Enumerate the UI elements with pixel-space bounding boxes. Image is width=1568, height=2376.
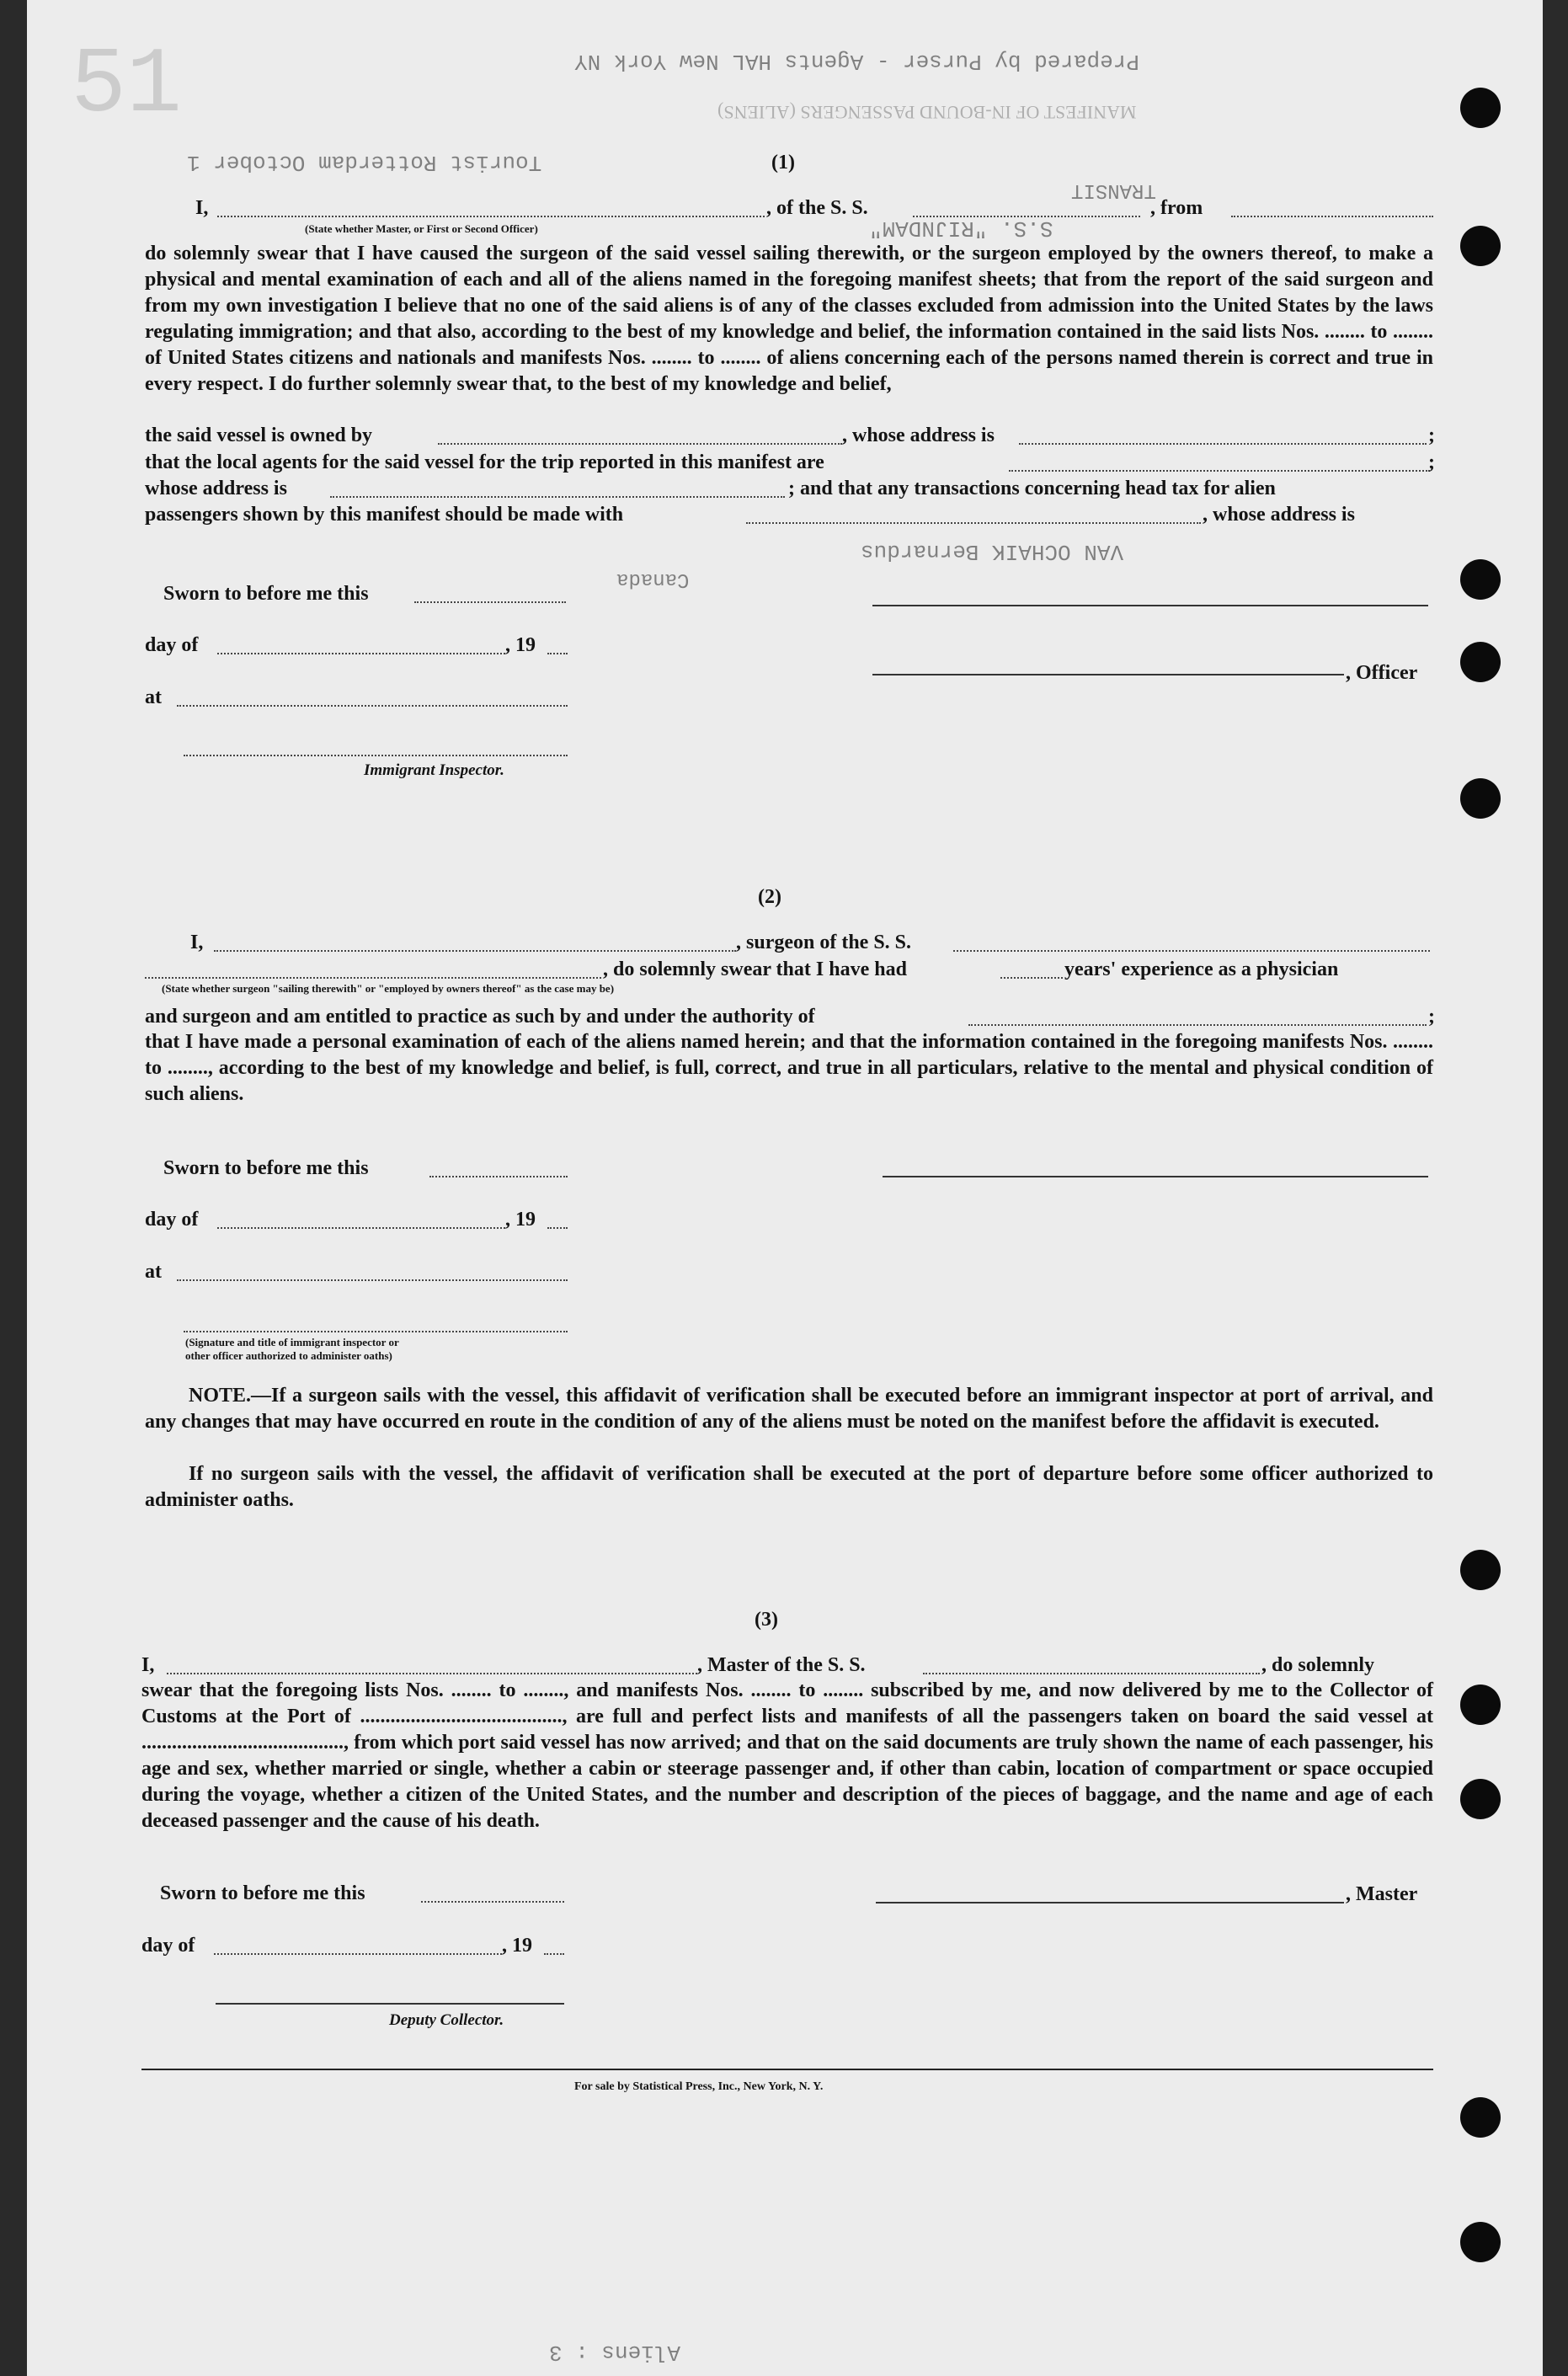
master-label: , Master <box>1346 1883 1418 1905</box>
day-of-field-3[interactable] <box>214 1953 502 1955</box>
binder-hole <box>1460 226 1501 266</box>
year-label-1: , 19 <box>505 634 536 656</box>
binder-hole <box>1460 1779 1501 1819</box>
day-of-label-1: day of <box>145 634 199 656</box>
section-1-of-ss: , of the S. S. <box>766 197 868 219</box>
master-signature-line[interactable] <box>876 1902 1344 1903</box>
local-agents-field[interactable] <box>1009 470 1430 472</box>
section-2-I: I, <box>190 932 204 953</box>
bleed-ship-name: S.S. "RIJNDAM" <box>869 216 1053 241</box>
day-of-label-3: day of <box>141 1935 195 1957</box>
surgeon-name-field[interactable] <box>214 950 736 952</box>
owner-address-label: , whose address is <box>842 424 995 446</box>
inspector-caption: Immigrant Inspector. <box>364 761 504 779</box>
section-1-oath-paragraph: do solemnly swear that I have caused the surgeon of the said vessel sailing therewith, or the surgeon employed by the owners thereof, to make a physical and mental examination of each and all of the aliens named in the foregoing manifest sheets; that from the report of the said surgeon and from my own investigation I believe that no one of the said aliens is of any of the classes excluded from admission into the United States by the laws regulating immigration; and that also, according to the best of my knowledge and belief, the information contained in the said lists Nos. ........ to ........ of United States citizens and nationals and manifests Nos. ........ to ........ of aliens concerning each of the persons named therein is correct and true in every respect. I do further solemnly swear that, to the best of my knowledge and belief, <box>145 243 1433 395</box>
sworn-date-field-3[interactable] <box>421 1901 564 1903</box>
bleed-prepared-by: Prepared by Purser - Agents HAL New York NY <box>574 49 1139 74</box>
section-3-number: (3) <box>755 1609 778 1631</box>
at-label-1: at <box>145 686 162 708</box>
section-3-paragraph: swear that the foregoing lists Nos. ........ to ........, and manifests Nos. ........ to ........ subscribed by me, and now delivered by me to the Collector of Customs at the Port of ........................................, are full and perfect lists and manifests of all the passengers taken on board the said vessel at ........................................, from which port said vessel has now arrived; and that on the said documents are truly shown the name of each passenger, his age and sex, whether married or single, whether a cabin or steerage passenger and, if other than cabin, location of compartment or space occupied during the voyage, whether a citizen of the United States, and the number and description of the pieces of baggage, and the name and age of each deceased passenger and the cause of his death. <box>141 1679 1433 1832</box>
day-of-field-2[interactable] <box>217 1227 505 1229</box>
from-port-field[interactable] <box>1231 216 1433 217</box>
at-field-1[interactable] <box>177 705 568 707</box>
agents-address-field[interactable] <box>330 496 785 498</box>
surgeon-status-field[interactable] <box>145 977 601 979</box>
owned-by-label: the said vessel is owned by <box>145 424 373 446</box>
sig-caption-line-1: (Signature and title of immigrant inspector or <box>185 1336 399 1348</box>
sworn-label-3: Sworn to before me this <box>160 1882 365 1904</box>
head-tax-text: ; and that any transactions concerning head tax for alien <box>788 478 1276 499</box>
day-of-label-2: day of <box>145 1209 199 1231</box>
inspector-signature-field[interactable] <box>184 755 568 756</box>
collector-caption: Deputy Collector. <box>389 2011 504 2029</box>
binder-hole <box>1460 559 1501 600</box>
years-experience-label: years' experience as a physician <box>1064 958 1339 980</box>
bleed-sailing: Tourist Rotterdam October 1 <box>187 150 542 175</box>
surgeon-swear-text: , do solemnly swear that I have had <box>603 958 907 980</box>
binder-hole <box>1460 2222 1501 2262</box>
surgeon-of-ss: , surgeon of the S. S. <box>736 932 912 953</box>
surgeon-signature-line[interactable] <box>883 1176 1428 1177</box>
inspector-signature-field-2[interactable] <box>184 1331 568 1332</box>
agents-address-label: whose address is <box>145 478 287 499</box>
bleed-aliens-count: Aliens : 3 <box>549 2340 681 2365</box>
head-tax-contact-field[interactable] <box>746 522 1201 524</box>
do-solemnly: , do solemnly <box>1261 1654 1375 1676</box>
section-2-number: (2) <box>758 886 781 908</box>
owner-field[interactable] <box>438 443 842 445</box>
manifest-sheet: 51 Prepared by Purser - Agents HAL New York NY MANIFEST OF IN-BOUND PASSENGERS (ALIENS) Tourist Rotterdam October 1 TRANSIT S.S. "RIJNDAM" VAN OCHAIK Bernardus Canada Aliens : 3 (1) I, , of the S. S. , from (State whether Master, or First or Second Officer) do solemnly swear that I have caused the surgeon of the said vessel sailing therewith, or the surgeon employed by the owners thereof, to make a physical and mental examination of each and all of the aliens named in the foregoing manifest sheets; that from the report of the said surgeon and from my own investigation I believe that no one of the said aliens is of any of the classes excluded from admission into the United States by the laws regulating immigration; and that also, according to the best of my knowledge and belief, the information contained in the said lists Nos. ........ to ........ of United States citizens and nationals and manifests Nos. ........ to ........ of aliens concerning each of the persons named therein is correct and true in every respect. I do further solemnly swear that, to the best of my knowledge and belief, the said vessel is owned by , whose address is ; that the local agents for the said vessel for the trip reported in this manifest are ; whose address is ; and that any transactions concerning head tax for alien passengers shown by this manifest should be made with , whose address is Sworn to before me this day of , 19 , Officer at Immigrant Inspector. (2) I, , surgeon of the S. S. , do solemnly swear that I have had years' experience as a physician (State whether surgeon "sailing therewith" or "employed by owners thereof" as the case may be) and surgeon and am entitled to practice as such by and under the authority of ; that I have made a personal examination of each of the aliens named herein; and that the information contained in the foregoing manifests Nos. ........ to ........, according to the best of my knowledge and belief, is full, correct, and true in all particulars, relative to the mental and physical condition of such aliens. Sworn to before me this day of , 19 at (Signature and title of immigrant inspector or other officer authorized to administer oaths) NOTE.—If a surgeon sails with the vessel, this affidavit of verification shall be executed before an immigrant inspector at port of arrival, and any changes that may have occurred en route in the condition of any of the aliens must be noted on the manifest before the affidavit is executed. If no surgeon sails with the vessel, the affidavit of verification shall be executed at the port of departure before some officer authorized to administer oaths. (3) I, , Master of the S. S. , do solemnly swear that the foregoing lists Nos. ........ to ........, and manifests Nos. ........ to ........ subscribed by me, and now delivered by me to the Collector of Customs at the Port of ........................................, are full and perfect lists and manifests of all the passengers taken on board the said vessel at ........................................, from which port said vessel has now arrived; and that on the said documents are truly shown the name of each passenger, his age and sex, whether married or single, whether a cabin or steerage passenger and, if other than cabin, location of compartment or space occupied during the voyage, whether a citizen of the United States, and the number and description of the pieces of baggage, and the name and age of each deceased passenger and the cause of his death. Sworn to before me this , Master day of , 19 Deputy Collector. For sale by Statistical Press, Inc., New York, N. Y. <box>27 0 1543 2376</box>
sworn-label-2: Sworn to before me this <box>163 1157 369 1179</box>
sworn-date-field-1[interactable] <box>414 601 566 603</box>
authority-label: and surgeon and am entitled to practice as such by and under the authority of <box>145 1006 815 1028</box>
surgeon-ship-field[interactable] <box>953 950 1430 952</box>
at-field-2[interactable] <box>177 1279 568 1281</box>
local-agents-label: that the local agents for the said vessel for the trip reported in this manifest are <box>145 451 824 473</box>
year-field-2[interactable] <box>547 1227 568 1229</box>
owner-address-field[interactable] <box>1019 443 1427 445</box>
binder-hole <box>1460 88 1501 128</box>
passengers-label: passengers shown by this manifest should be made with <box>145 504 624 526</box>
note-paragraph: NOTE.—If a surgeon sails with the vessel, this affidavit of verification shall be executed before an immigrant inspector at port of arrival, and any changes that may have occurred en route in the condition of any of the aliens must be noted on the manifest before the affidavit is executed. <box>145 1385 1433 1433</box>
footer-printer: For sale by Statistical Press, Inc., New York, N. Y. <box>574 2080 824 2093</box>
master-name-field[interactable] <box>167 1673 697 1674</box>
note-paragraph-2: If no surgeon sails with the vessel, the affidavit of verification shall be executed at the port of departure before some officer authorized to administer oaths. <box>145 1463 1433 1511</box>
sig-caption-line-2: other officer authorized to administer oaths) <box>185 1349 392 1362</box>
collector-signature-line[interactable] <box>216 2003 564 2005</box>
binder-hole <box>1460 778 1501 819</box>
sworn-label-1: Sworn to before me this <box>163 583 369 605</box>
binder-hole <box>1460 642 1501 682</box>
binder-hole <box>1460 2097 1501 2138</box>
bleed-passenger-name: VAN OCHAIK Bernardus <box>861 539 1124 564</box>
year-field-1[interactable] <box>547 653 568 654</box>
ship-name-field[interactable] <box>913 216 1140 217</box>
master-of-ss: , Master of the S. S. <box>697 1654 866 1676</box>
bleed-page-number: 51 <box>71 34 183 139</box>
bleed-transit: TRANSIT <box>1071 179 1156 201</box>
footer-rule <box>141 2069 1433 2070</box>
section-1-number: (1) <box>771 152 795 174</box>
years-experience-field[interactable] <box>1000 977 1063 979</box>
year-field-3[interactable] <box>544 1953 564 1955</box>
contact-address-label: , whose address is <box>1203 504 1355 526</box>
binder-hole <box>1460 1685 1501 1725</box>
section-2-paragraph: that I have made a personal examination of each of the aliens named herein; and that the information contained in the foregoing manifests Nos. ........ to ........, according to the best of my knowledge and belief, is full, correct, and true in all particulars, relative to the mental and physical condition of such aliens. <box>145 1031 1433 1105</box>
binder-hole <box>1460 1550 1501 1590</box>
authority-field[interactable] <box>968 1024 1427 1026</box>
at-label-2: at <box>145 1261 162 1283</box>
bleed-form-title: MANIFEST OF IN-BOUND PASSENGERS (ALIENS) <box>717 102 1137 123</box>
officer-caption: (State whether Master, or First or Second Officer) <box>305 222 538 235</box>
section-3-I: I, <box>141 1654 155 1676</box>
officer-title-line[interactable] <box>872 674 1344 675</box>
officer-name-field[interactable] <box>217 216 765 217</box>
section-1-I: I, <box>195 197 209 219</box>
master-ship-field[interactable] <box>923 1673 1260 1674</box>
sworn-date-field-2[interactable] <box>429 1176 568 1177</box>
year-label-3: , 19 <box>502 1935 532 1957</box>
section-1-from: , from <box>1150 197 1203 219</box>
day-of-field-1[interactable] <box>217 653 505 654</box>
officer-label: , Officer <box>1346 662 1418 684</box>
officer-signature-line[interactable] <box>872 605 1428 606</box>
year-label-2: , 19 <box>505 1209 536 1231</box>
bleed-country: Canada <box>616 568 690 590</box>
surgeon-status-caption: (State whether surgeon "sailing therewith" or "employed by owners thereof" as the case may be) <box>162 982 615 995</box>
